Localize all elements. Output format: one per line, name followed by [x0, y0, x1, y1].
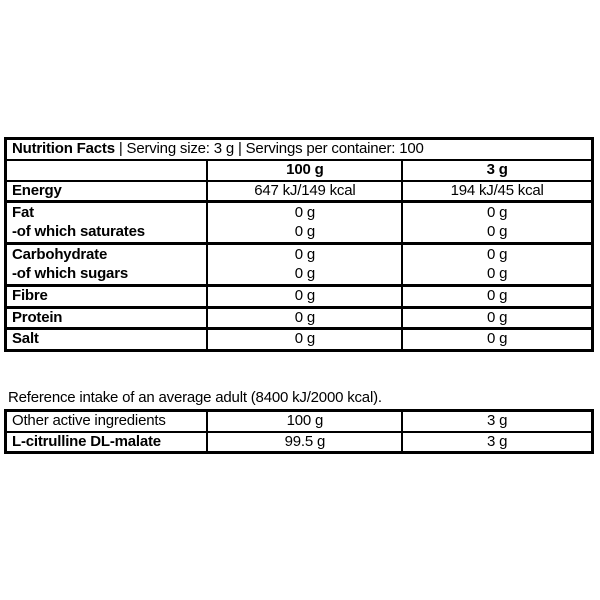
other-header-3g: 3 g	[402, 411, 592, 432]
other-header-100g: 100 g	[207, 411, 402, 432]
nutrient-label: Energy	[6, 181, 208, 202]
nutrient-row-salt	[6, 329, 593, 351]
other-ingredients-table	[4, 409, 594, 454]
nutrient-row-energy	[6, 181, 593, 202]
nutrient-label: Fat	[6, 202, 208, 223]
value-100g: 0 g	[207, 329, 402, 351]
table-title-row	[6, 139, 593, 160]
nutrient-label: -of which sugars	[6, 265, 208, 286]
other-header-label: Other active ingredients	[6, 411, 208, 432]
table-title-cell	[6, 139, 593, 160]
nutrition-facts-table	[4, 137, 594, 352]
value-3g: 0 g	[402, 307, 592, 329]
value-100g: 0 g	[207, 265, 402, 286]
value-3g: 0 g	[402, 202, 592, 223]
ingredient-label: L-citrulline DL-malate	[6, 432, 208, 453]
nutrient-row-carbohydrate	[6, 244, 593, 265]
ingredient-value-3g: 3 g	[402, 432, 592, 453]
value-3g: 0 g	[402, 265, 592, 286]
column-header-100g: 100 g	[207, 160, 402, 181]
table-title-details: | Serving size: 3 g | Servings per container: 100	[118, 140, 424, 157]
table-title: Nutrition Facts	[12, 140, 115, 157]
nutrient-label: Fibre	[6, 286, 208, 308]
nutrient-row-fat	[6, 202, 593, 223]
nutrient-row-saturates	[6, 223, 593, 244]
value-100g: 0 g	[207, 286, 402, 308]
value-100g: 647 kJ/149 kcal	[207, 181, 402, 202]
value-100g: 0 g	[207, 244, 402, 265]
nutrient-label: -of which saturates	[6, 223, 208, 244]
column-header-empty	[6, 160, 208, 181]
reference-intake-note: Reference intake of an average adult (8400 kJ/2000 kcal).	[8, 389, 382, 406]
value-3g: 194 kJ/45 kcal	[402, 181, 592, 202]
nutrient-label: Salt	[6, 329, 208, 351]
nutrient-label: Protein	[6, 307, 208, 329]
value-100g: 0 g	[207, 223, 402, 244]
nutrient-row-protein	[6, 307, 593, 329]
ingredient-value-100g: 99.5 g	[207, 432, 402, 453]
value-3g: 0 g	[402, 244, 592, 265]
column-header-3g: 3 g	[402, 160, 592, 181]
value-3g: 0 g	[402, 286, 592, 308]
value-3g: 0 g	[402, 223, 592, 244]
nutrient-row-sugars	[6, 265, 593, 286]
column-header-row	[6, 160, 593, 181]
value-100g: 0 g	[207, 202, 402, 223]
value-3g: 0 g	[402, 329, 592, 351]
nutrient-label: Carbohydrate	[6, 244, 208, 265]
nutrient-row-fibre	[6, 286, 593, 308]
ingredient-row-citrulline	[6, 432, 593, 453]
other-header-row	[6, 411, 593, 432]
value-100g: 0 g	[207, 307, 402, 329]
